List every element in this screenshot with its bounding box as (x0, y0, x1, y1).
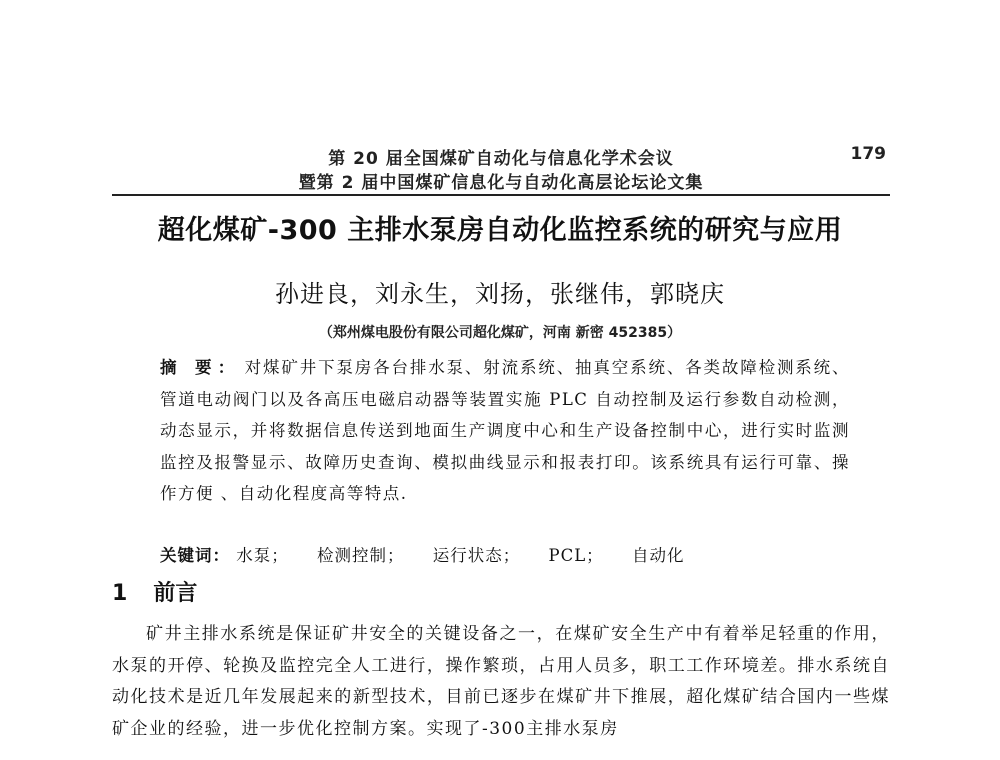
keyword-item: PCL； (548, 546, 604, 565)
section-heading (112, 576, 197, 607)
conference-title-line1: 第 20 届全国煤矿自动化与信息化学术会议 (328, 149, 674, 169)
page-number: 179 (850, 144, 886, 164)
keyword-item: 运行状态； (432, 546, 521, 565)
abstract-label: 摘 要： (160, 358, 241, 377)
abstract-text: 对煤矿井下泵房各台排水泵、射流系统、抽真空系统、各类故障检测系统、管道电动阀门以及各高压电磁启动器等装置实施 PLC 自动控制及运行参数自动检测，动态显示，并将数据信息传送到地面生产调度中心和生产设备控制中心，进行实时监测监控及报警显示、故障历史查询、模拟曲线显示和报表打印。该系统具有运行可靠、操作方便 、自动化程度高等特点. (160, 358, 851, 503)
keyword-item: 自动化 (631, 546, 685, 565)
conference-title-line2: 暨第 2 届中国煤矿信息化与自动化高层论坛论文集 (298, 173, 704, 193)
authors: 孙进良，刘永生，刘扬，张继伟，郭晓庆 (275, 280, 725, 308)
paper-title: 超化煤矿-300 主排水泵房自动化监控系统的研究与应用 (157, 215, 843, 246)
keywords-label: 关键词： (160, 546, 230, 565)
body-paragraph: 矿井主排水系统是保证矿井安全的关键设备之一，在煤矿安全生产中有着举足轻重的作用，水泵的开停、轮换及监控完全人工进行，操作繁琐，占用人员多，职工工作环境差。排水系统自动化技术是近几年发展起来的新型技术，目前已逐步在煤矿井下推展，超化煤矿结合国内一些煤矿企业的经验，进一步优化控制方案。实现了-300主排水泵房 (112, 624, 890, 739)
conference-header (112, 142, 890, 196)
keywords (160, 542, 850, 566)
abstract (160, 352, 850, 510)
affiliation: （郑州煤电股份有限公司超化煤矿，河南 新密 452385） (318, 325, 682, 341)
section-title: 前言 (153, 581, 198, 606)
keyword-item: 检测控制； (317, 546, 405, 565)
keyword-item: 水泵； (236, 546, 289, 565)
section-number: 1 (112, 581, 128, 606)
